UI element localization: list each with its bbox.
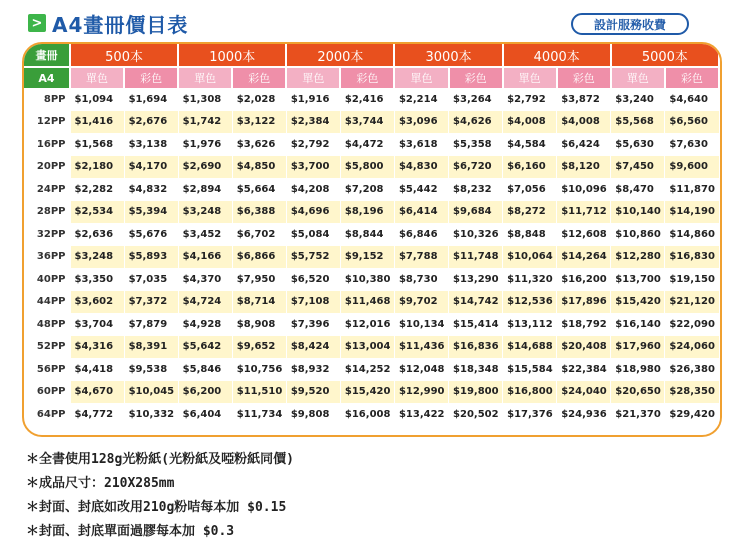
price-cell: $4,850 [232,156,286,179]
price-cell: $2,676 [124,111,178,134]
price-cell: $7,396 [286,313,340,336]
price-cell: $13,112 [503,313,557,336]
price-cell: $14,860 [665,223,719,246]
price-cell: $7,108 [286,291,340,314]
quantity-header: 1000本 [178,44,286,67]
price-cell: $1,416 [70,111,124,134]
price-cell: $5,358 [449,133,503,156]
price-cell: $4,370 [178,268,232,291]
price-cell: $10,064 [503,246,557,269]
corner-bottom-label: A4 [24,67,70,88]
price-cell: $4,724 [178,291,232,314]
price-cell: $4,830 [394,156,448,179]
price-cell: $19,150 [665,268,719,291]
price-cell: $10,860 [611,223,665,246]
price-cell: $7,950 [232,268,286,291]
price-cell: $11,510 [232,381,286,404]
price-cell: $6,424 [557,133,611,156]
price-cell: $6,160 [503,156,557,179]
price-cell: $8,272 [503,201,557,224]
page-count-cell: 32PP [24,223,70,246]
price-cell: $3,602 [70,291,124,314]
price-cell: $10,045 [124,381,178,404]
page-count-cell: 60PP [24,381,70,404]
price-cell: $24,060 [665,336,719,359]
table-row [24,336,719,359]
price-cell: $4,008 [557,111,611,134]
table-row [24,133,719,156]
price-cell: $11,870 [665,178,719,201]
price-cell: $9,520 [286,381,340,404]
price-cell: $3,122 [232,111,286,134]
price-cell: $10,756 [232,358,286,381]
price-cell: $26,380 [665,358,719,381]
price-cell: $16,140 [611,313,665,336]
price-cell: $3,264 [449,88,503,111]
price-cell: $18,980 [611,358,665,381]
color-header: 彩色 [124,67,178,88]
title-bar [28,8,188,38]
price-cell: $4,472 [340,133,394,156]
price-cell: $7,208 [340,178,394,201]
price-cell: $1,916 [286,88,340,111]
price-cell: $14,190 [665,201,719,224]
price-cell: $5,846 [178,358,232,381]
note-item: ＊封面、封底單面過膠每本加 $0.3 [26,524,235,539]
price-cell: $5,568 [611,111,665,134]
color-header: 彩色 [340,67,394,88]
price-cell: $4,418 [70,358,124,381]
table-row [24,358,719,381]
price-cell: $9,702 [394,291,448,314]
price-cell: $12,016 [340,313,394,336]
price-cell: $14,688 [503,336,557,359]
price-cell: $6,404 [178,403,232,426]
price-cell: $4,640 [665,88,719,111]
price-cell: $8,908 [232,313,286,336]
price-cell: $7,630 [665,133,719,156]
price-cell: $17,896 [557,291,611,314]
table-row [24,268,719,291]
price-cell: $3,248 [70,246,124,269]
price-cell: $14,742 [449,291,503,314]
price-cell: $16,008 [340,403,394,426]
price-cell: $3,350 [70,268,124,291]
quantity-header: 5000本 [611,44,719,67]
price-cell: $7,879 [124,313,178,336]
price-cell: $5,630 [611,133,665,156]
price-cell: $4,626 [449,111,503,134]
price-cell: $3,872 [557,88,611,111]
page-count-cell: 52PP [24,336,70,359]
mono-header: 單色 [178,67,232,88]
table-row [24,246,719,269]
mono-header: 單色 [70,67,124,88]
price-cell: $13,422 [394,403,448,426]
price-cell: $12,280 [611,246,665,269]
price-cell: $11,468 [340,291,394,314]
color-header: 彩色 [557,67,611,88]
price-cell: $9,808 [286,403,340,426]
price-cell: $10,332 [124,403,178,426]
price-cell: $22,384 [557,358,611,381]
price-cell: $2,214 [394,88,448,111]
page-count-cell: 20PP [24,156,70,179]
page-count-cell: 40PP [24,268,70,291]
mono-header: 單色 [503,67,557,88]
price-cell: $10,326 [449,223,503,246]
price-cell: $11,712 [557,201,611,224]
note-item: ＊成品尺寸：210X285mm [26,476,175,491]
design-service-button[interactable]: 設計服務收費 [571,13,689,35]
price-cell: $4,166 [178,246,232,269]
color-header: 彩色 [665,67,719,88]
price-cell: $16,800 [503,381,557,404]
table-row [24,291,719,314]
price-cell: $16,836 [449,336,503,359]
price-cell: $6,846 [394,223,448,246]
price-cell: $8,196 [340,201,394,224]
price-cell: $15,420 [611,291,665,314]
note-item: ＊封面、封底如改用210g粉咭每本加 $0.15 [26,500,287,515]
price-cell: $19,800 [449,381,503,404]
price-cell: $6,388 [232,201,286,224]
price-cell: $2,792 [503,88,557,111]
price-cell: $5,676 [124,223,178,246]
price-cell: $6,414 [394,201,448,224]
price-cell: $2,636 [70,223,124,246]
price-cell: $15,420 [340,381,394,404]
quantity-header: 2000本 [286,44,394,67]
price-cell: $8,714 [232,291,286,314]
price-cell: $12,608 [557,223,611,246]
price-table-body [24,88,719,426]
price-cell: $6,702 [232,223,286,246]
price-cell: $3,248 [178,201,232,224]
mono-header: 單色 [611,67,665,88]
price-cell: $4,696 [286,201,340,224]
page-count-cell: 24PP [24,178,70,201]
price-cell: $2,416 [340,88,394,111]
page-count-cell: 48PP [24,313,70,336]
price-cell: $8,932 [286,358,340,381]
table-row [24,381,719,404]
price-cell: $12,536 [503,291,557,314]
price-cell: $3,744 [340,111,394,134]
price-cell: $24,040 [557,381,611,404]
table-row [24,313,719,336]
price-cell: $6,200 [178,381,232,404]
price-cell: $3,240 [611,88,665,111]
table-row [24,88,719,111]
price-cell: $16,200 [557,268,611,291]
price-cell: $29,420 [665,403,719,426]
price-cell: $3,618 [394,133,448,156]
price-cell: $9,600 [665,156,719,179]
price-cell: $7,788 [394,246,448,269]
price-cell: $12,990 [394,381,448,404]
price-cell: $4,008 [503,111,557,134]
price-cell: $8,120 [557,156,611,179]
price-cell: $15,584 [503,358,557,381]
page-count-cell: 56PP [24,358,70,381]
price-cell: $4,316 [70,336,124,359]
page-title: A4畫冊價目表 [52,12,189,37]
price-cell: $5,642 [178,336,232,359]
price-cell: $5,800 [340,156,394,179]
price-cell: $8,470 [611,178,665,201]
price-cell: $4,170 [124,156,178,179]
price-cell: $2,534 [70,201,124,224]
price-cell: $4,670 [70,381,124,404]
price-cell: $13,004 [340,336,394,359]
price-cell: $8,844 [340,223,394,246]
price-cell: $1,308 [178,88,232,111]
price-cell: $8,848 [503,223,557,246]
mono-header: 單色 [394,67,448,88]
quantity-header: 4000本 [503,44,611,67]
price-table [24,44,720,426]
price-cell: $10,140 [611,201,665,224]
price-cell: $2,180 [70,156,124,179]
price-cell: $10,096 [557,178,611,201]
price-cell: $17,376 [503,403,557,426]
page-count-cell: 44PP [24,291,70,314]
page-count-cell: 36PP [24,246,70,269]
price-cell: $8,730 [394,268,448,291]
price-cell: $24,936 [557,403,611,426]
price-cell: $5,893 [124,246,178,269]
price-cell: $13,290 [449,268,503,291]
price-cell: $1,742 [178,111,232,134]
note-item: ＊全書使用128g光粉紙(光粉紙及啞粉紙同價) [26,452,294,467]
price-cell: $16,830 [665,246,719,269]
price-cell: $8,424 [286,336,340,359]
table-row [24,111,719,134]
notes-list [26,448,294,544]
price-cell: $20,650 [611,381,665,404]
page-count-cell: 28PP [24,201,70,224]
price-cell: $9,152 [340,246,394,269]
price-cell: $13,700 [611,268,665,291]
price-cell: $15,414 [449,313,503,336]
price-cell: $4,832 [124,178,178,201]
price-cell: $22,090 [665,313,719,336]
price-cell: $1,094 [70,88,124,111]
price-cell: $28,350 [665,381,719,404]
price-cell: $3,096 [394,111,448,134]
color-header: 彩色 [232,67,286,88]
price-cell: $6,520 [286,268,340,291]
price-cell: $2,282 [70,178,124,201]
price-cell: $1,568 [70,133,124,156]
price-cell: $11,320 [503,268,557,291]
price-cell: $6,866 [232,246,286,269]
right-arrow-icon: > [28,14,46,32]
quantity-header: 3000本 [394,44,502,67]
price-table-frame [22,42,722,437]
table-row [24,178,719,201]
price-cell: $3,626 [232,133,286,156]
page-count-cell: 16PP [24,133,70,156]
table-row [24,156,719,179]
color-header-row [24,67,719,88]
price-cell: $2,384 [286,111,340,134]
mono-header: 單色 [286,67,340,88]
price-cell: $4,584 [503,133,557,156]
quantity-header-row [24,44,719,67]
price-cell: $3,700 [286,156,340,179]
price-cell: $20,502 [449,403,503,426]
price-cell: $5,664 [232,178,286,201]
price-cell: $7,035 [124,268,178,291]
price-cell: $4,928 [178,313,232,336]
price-cell: $5,394 [124,201,178,224]
table-row [24,403,719,426]
price-cell: $2,690 [178,156,232,179]
price-cell: $1,976 [178,133,232,156]
price-cell: $2,792 [286,133,340,156]
price-cell: $5,442 [394,178,448,201]
price-cell: $9,652 [232,336,286,359]
price-cell: $5,084 [286,223,340,246]
price-cell: $17,960 [611,336,665,359]
price-cell: $11,436 [394,336,448,359]
price-cell: $8,232 [449,178,503,201]
price-cell: $9,538 [124,358,178,381]
corner-top-label: 畫冊 [24,44,70,67]
price-cell: $5,752 [286,246,340,269]
price-cell: $2,028 [232,88,286,111]
table-row [24,201,719,224]
price-cell: $21,120 [665,291,719,314]
price-cell: $6,560 [665,111,719,134]
price-cell: $18,792 [557,313,611,336]
price-cell: $8,391 [124,336,178,359]
price-cell: $11,734 [232,403,286,426]
price-cell: $4,208 [286,178,340,201]
table-row [24,223,719,246]
price-cell: $1,694 [124,88,178,111]
price-cell: $3,452 [178,223,232,246]
price-cell: $7,056 [503,178,557,201]
price-cell: $2,894 [178,178,232,201]
price-cell: $4,772 [70,403,124,426]
price-cell: $20,408 [557,336,611,359]
price-cell: $14,252 [340,358,394,381]
color-header: 彩色 [449,67,503,88]
price-cell: $12,048 [394,358,448,381]
price-cell: $7,372 [124,291,178,314]
quantity-header: 500本 [70,44,178,67]
page-count-cell: 64PP [24,403,70,426]
price-cell: $6,720 [449,156,503,179]
price-cell: $10,134 [394,313,448,336]
price-cell: $10,380 [340,268,394,291]
price-cell: $3,138 [124,133,178,156]
price-cell: $14,264 [557,246,611,269]
price-cell: $3,704 [70,313,124,336]
page-count-cell: 8PP [24,88,70,111]
price-cell: $21,370 [611,403,665,426]
price-cell: $18,348 [449,358,503,381]
page-count-cell: 12PP [24,111,70,134]
price-cell: $7,450 [611,156,665,179]
price-cell: $9,684 [449,201,503,224]
price-cell: $11,748 [449,246,503,269]
